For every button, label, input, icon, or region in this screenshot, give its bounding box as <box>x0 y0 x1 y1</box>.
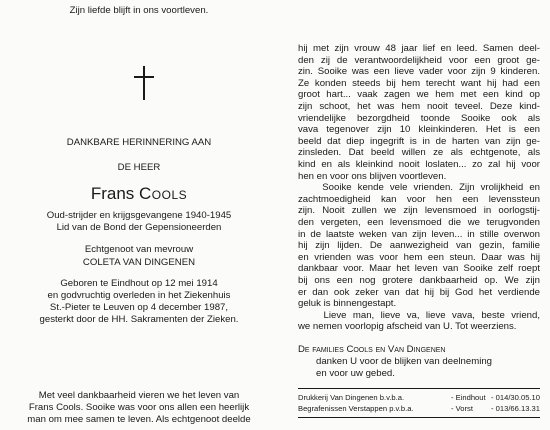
text-line: vriendelijke bezorgdheid toonde Sooike ook als <box>298 112 540 124</box>
footer-company: Drukkerij Van Dingenen b.v.b.a. <box>298 393 405 402</box>
text-line: Sooike kende vele vrienden. Zijn vrolijkheid en <box>298 182 540 194</box>
description-line-2: Lid van de Bond der Gepensioneerden <box>56 222 222 233</box>
families-line: De families Cools en Van Dingenen <box>298 344 446 355</box>
title-de-heer: DE HEER <box>117 162 161 173</box>
text-line: en vrienden was voor hem een steun. Daar was hij <box>298 251 540 263</box>
first-name: Frans <box>90 184 140 203</box>
spouse-name: COLETA VAN DINGENEN <box>82 257 196 268</box>
opening-line: Zijn liefde blijft in ons voortleven. <box>69 5 209 16</box>
text-line: zinsleden. Dat beeld willen ze als echtgenote, als <box>298 147 540 159</box>
text-line: groot hart... vaak zagen we hem met een kind op <box>298 89 540 101</box>
text-line: dankbaar voor. Maar het leven van Sooike zelf roept <box>298 263 540 275</box>
text-line: zachtmoedigheid kan voor hen een levenssteun <box>298 193 540 205</box>
tribute-line: Frans Cools. Sooike was voor ons allen een heerlijk <box>28 402 250 413</box>
spouse-label: Echtgenoot van mevrouw <box>84 244 194 255</box>
text-line: zijn. Nooit zullen we zijn levensmoed in oorlogstij- <box>298 205 540 217</box>
footer-phone: - 013/66.13.31 <box>491 404 540 413</box>
text-line: geluk is binnengestapt. <box>298 298 397 310</box>
footer-phone: - 014/30.05.10 <box>491 393 540 402</box>
text-line: zin. Sooike was een lieve vader voor zijn 9 kinderen. <box>298 66 540 78</box>
footer-company: Begrafenissen Verstappen p.v.b.a. <box>298 404 414 413</box>
text-line: we nemen voorlopig afscheid van U. Tot weerziens. <box>298 321 517 333</box>
text-line: Lieve man, lieve va, lieve vava, beste vriend, <box>298 309 540 321</box>
remembrance-heading: DANKBARE HERINNERING AAN <box>66 137 212 148</box>
footer-divider <box>298 388 540 389</box>
birth-line: gesterkt door de HH. Sakramenten der Zieken. <box>39 314 239 325</box>
cross-icon <box>134 66 154 100</box>
text-line: hij zijn lijden. De aanwezigheid van gezin, familie <box>298 240 540 252</box>
last-name: Cools <box>139 184 188 203</box>
text-line: beeld dat diep ingegrift is in de harten van zijn ge- <box>298 135 540 147</box>
deceased-name <box>14 183 264 205</box>
text-line: den zij de verantwoordelijkheid voor een groot ge- <box>298 54 540 66</box>
description-line-1: Oud-strijder en krijgsgevangene 1940-1945 <box>46 210 232 221</box>
birth-line: en godvruchtig overleden in het Ziekenhuis <box>47 290 231 301</box>
thanks-line: en voor uw gebed. <box>316 368 395 379</box>
footer-city: - Eindhout <box>451 393 486 402</box>
text-line: den vergeten, een levensmoed die we terugvonden <box>298 217 540 228</box>
footer-divider <box>298 417 540 418</box>
text-line: kind en als kleinkind nooit loslaten... zo zal hij voor <box>298 159 540 170</box>
tribute-line: Met veel dankbaarheid vieren we het leven van <box>38 390 240 401</box>
text-line: hen en voor ons blijven voortleven. <box>298 170 447 182</box>
text-line: bij ons een nog grotere dankbaarheid op. We zijn <box>298 275 540 286</box>
birth-line: St.-Pieter te Leuven op 4 december 1987, <box>49 302 229 313</box>
thanks-line: danken U voor de blijken van deelneming <box>316 356 492 367</box>
text-line: zijn schoot, het was hem nooit teveel. Deze kind- <box>298 101 540 112</box>
footer-city: - Vorst <box>451 404 473 413</box>
text-line: in de laatste weken van zijn leven... in stille overwon <box>298 228 540 240</box>
tribute-line: man om mee samen te leven. Als echtgenoot deelde <box>27 414 251 425</box>
text-line: hij met zijn vrouw 48 jaar lief en leed. Samen deel- <box>298 43 540 54</box>
birth-line: Geboren te Eindhout op 12 mei 1914 <box>60 278 218 289</box>
text-line: er dan ook zeker van dat hij bij God het verdiende <box>298 286 540 298</box>
text-line: Ze konden steeds bij hem terecht want hij had een <box>298 77 540 89</box>
text-line: vava tegenover zijn 10 kleinkinderen. Het is een <box>298 124 540 136</box>
